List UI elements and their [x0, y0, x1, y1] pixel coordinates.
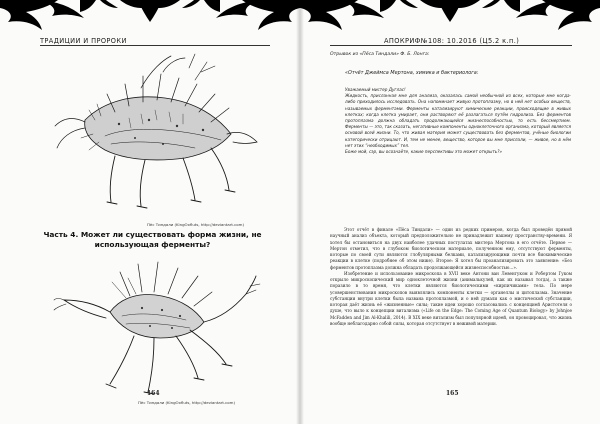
running-head: АПОКРИФ№108: 10.2016 (Ц5.2 к.п.)	[384, 37, 520, 45]
figure-caption-bottom: Пёс Тиндали (KingOxfluts, http://deviantart.com)	[138, 400, 235, 405]
letter-intro: «Отчёт Джеймса Мертона, химика и бактериолога:	[345, 70, 479, 76]
page-number: 165	[446, 390, 459, 397]
right-page	[300, 0, 600, 424]
body-paragraph: Изобретение и использование микроскопа в XVII веке Антони ван Левенгуком и Робертом Гуком открыло микроскопический мир одноклеточной жизни (анималькулей, как их называл тогда), а также поразило в то время, что клетки являются биологическими «кирпичиками» тела. По мере усовершенствования микроскопов выявлялись компоненты клетки — органеллы и цитоплазма. Значение субстанции внутри клетки была названа протоплазмой, и о ней думали как о мистической субстанции, которая даёт жизнь её «жизненные» силы; такие идеи хорошо согласовались с концепцией Аристотеля о душе, что выло к концепции витализма («Life on the Edge: The Coming Age of Quantum Biology» by Johnjoe McFadden and Jim Al-Khalili, 2014). В XIX веке витализм был популярной идеей, он провоцировал, что жизнь вообще неблагодарно собой силы, которая отсутствует в неживой материи.	[330, 270, 572, 326]
running-head: ТРАДИЦИИ И ПРОРОКИ	[40, 37, 127, 45]
letter-paragraph: Жидкость, присланная мне для анализа, оказалась самой необычной из всех, которые мне когда-либо приходилось исследовать. Она напоминает живую протоплазму, но в ней нет особых веществ, называемых ферментами. Ферменты катализируют химические реакции, происходящие в живых клетках; когда клетка умирает, они растворяют её разлагаться путём гидролиза. Без ферментов протоплазма должна обладать продолжающейся жизнеспособностью, то есть бессмертием. Ферменты — это, так сказать, негативные компоненты одноклеточного организма, который является основой всей жизни. То, что живая материя может существовать без ферментов, учёные биологии категорически отрицают. И, тем не менее, вещество, которое вы мне прислали, — живое, но в нём нет этих “необходимых” тел.	[345, 93, 571, 148]
letter-paragraph: Уважаемый мистер Дуглас!	[345, 87, 406, 92]
body-text	[330, 227, 572, 327]
tribal-ornament-left	[0, 0, 300, 34]
figure-creature-top	[45, 50, 267, 216]
figure-creature-bottom	[50, 252, 262, 404]
header-rule	[330, 45, 572, 46]
letter-paragraph: Боже мой, сэр, вы осознаёте, какие перспективы это может открыть?»	[345, 149, 502, 155]
page-number: 164	[147, 390, 160, 397]
quoted-letter	[345, 87, 571, 155]
book-gutter	[296, 0, 304, 424]
figure-caption-top: Пёс Тиндали (KingOxfluts, http://deviantart.com)	[147, 222, 244, 227]
tribal-ornament-right	[300, 0, 600, 34]
header-rule	[40, 45, 270, 46]
body-paragraph: Этот отчёт в финале «Пёса Тиндали» — один из редких примеров, когда был проведён прямой научный анализ объекта, который предположительно не принадлежит нашему пространству-времени. Я хотел бы остановиться на двух наиболее удачных постулатах мистера Мертона в его отчёте. Первое — Мертон отметил, что в глубоком биологическом материале, полученном ему, отсутствуют ферменты, которые по своей сути являются глобулярными белками, катализирующими почти все биохимические реакции в клетке (подробнее об этом ниже). Второе: Я хотел бы проанализировать это заявление: «Без ферментов протоплазма должна обладать продолжающейся жизнеспособностью...».	[330, 227, 572, 270]
chapter-title: Часть 4. Может ли существовать форма жизни, не использующая ферменты?	[43, 230, 262, 249]
epigraph: Отрывок из «Пёса Тиндали» Ф. Б. Лонга:	[330, 52, 430, 57]
